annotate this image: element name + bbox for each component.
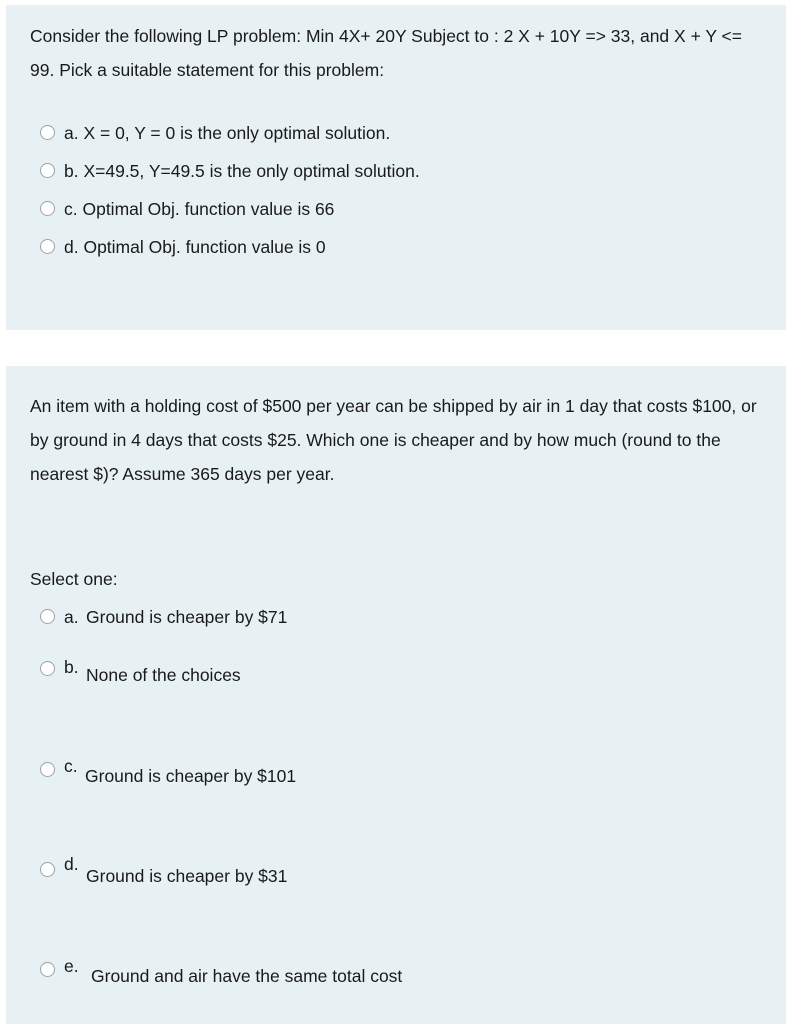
option-text: Ground and air have the same total cost xyxy=(91,966,403,986)
option-letter: b. xyxy=(64,657,79,677)
option-label: a. X = 0, Y = 0 is the only optimal solution. xyxy=(64,123,391,143)
option-label: b. X=49.5, Y=49.5 is the only optimal solution. xyxy=(64,161,420,181)
question-1-card xyxy=(6,5,786,330)
option-label: d. Optimal Obj. function value is 0 xyxy=(64,237,326,257)
option-letter: e. xyxy=(64,956,79,976)
option-letter: c. xyxy=(64,756,78,776)
option-text: Ground is cheaper by $31 xyxy=(86,866,288,886)
option-text: Ground is cheaper by $101 xyxy=(85,766,297,786)
radio-button[interactable] xyxy=(40,163,55,178)
radio-button[interactable] xyxy=(40,762,55,777)
radio-button[interactable] xyxy=(40,862,55,877)
radio-button[interactable] xyxy=(40,201,55,216)
question-2-text: An item with a holding cost of $500 per year can be shipped by air in 1 day that costs $100, or by ground in 4 days that costs $25. Which one is cheaper and by how much (round to the nearest $)? Assume 365 days per year. xyxy=(30,396,757,484)
question-1-text: Consider the following LP problem: Min 4X+ 20Y Subject to : 2 X + 10Y => 33, and X + Y <= 99. Pick a suitable statement for this problem: xyxy=(30,26,742,80)
radio-button[interactable] xyxy=(40,125,55,140)
radio-button[interactable] xyxy=(40,609,55,624)
option-label: c. Optimal Obj. function value is 66 xyxy=(64,199,335,219)
option-letter: a. xyxy=(64,607,79,627)
option-text: Ground is cheaper by $71 xyxy=(86,607,288,627)
option-text: None of the choices xyxy=(86,665,241,685)
radio-button[interactable] xyxy=(40,239,55,254)
question-2-card xyxy=(6,366,786,1024)
radio-button[interactable] xyxy=(40,962,55,977)
option-letter: d. xyxy=(64,854,79,874)
select-one-prompt: Select one: xyxy=(30,569,118,589)
radio-button[interactable] xyxy=(40,661,55,676)
